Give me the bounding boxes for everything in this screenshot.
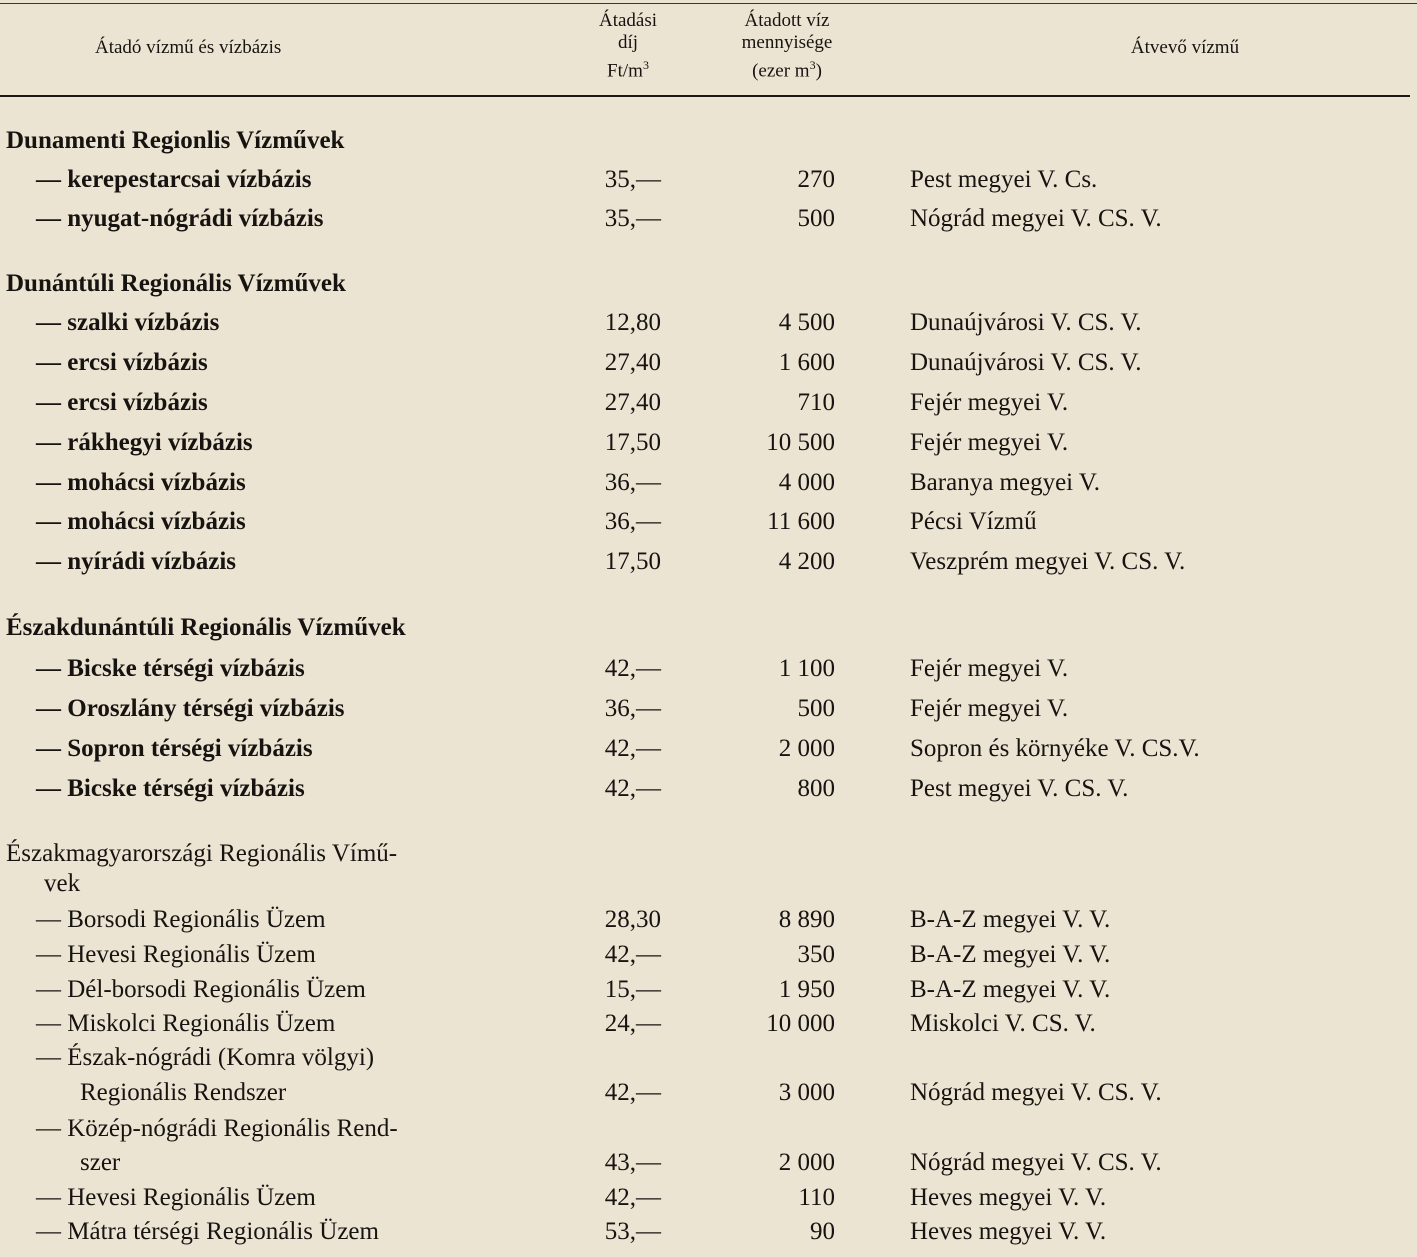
group-heading-continued: vek (44, 870, 81, 897)
table-row: — szalki vízbázis 12,80 4 500 Dunaújvárosi V. CS. V. (36, 309, 1142, 336)
table-row: — nyírádi vízbázis 17,50 4 200 Veszprém megyei V. CS. V. (36, 548, 1186, 575)
table-row: — Hevesi Regionális Üzem 42,— 350 B-A-Z megyei V. V. (36, 941, 1111, 968)
table-row: — Dél-borsodi Regionális Üzem 15,— 1 950 B-A-Z megyei V. V. (36, 976, 1111, 1003)
header-quantity: Átadott víz mennyisége (ezer $m^3$) (741, 10, 833, 82)
group-heading: Északdunántúli Regionális Vízművek (6, 614, 406, 641)
table-row: — Közép-nógrádi Regionális Rend- (36, 1115, 398, 1142)
table-row: — Oroszlány térségi vízbázis 36,— 500 Fejér megyei V. (36, 695, 1069, 722)
table-row: — rákhegyi vízbázis 17,50 10 500 Fejér megyei V. (36, 429, 1069, 456)
table-row: — Miskolci Regionális Üzem 24,— 10 000 Miskolci V. CS. V. (36, 1010, 1096, 1037)
header-rule (0, 95, 1410, 97)
header-receiver: Átvevő vízmű (1130, 37, 1240, 58)
table-row: — Hevesi Regionális Üzem 42,— 110 Heves megyei V. V. (36, 1184, 1107, 1211)
table-row: — ercsi vízbázis 27,40 710 Fejér megyei V. (36, 389, 1069, 416)
table-row: — Borsodi Regionális Üzem 28,30 8 890 B-A-Z megyei V. V. (36, 906, 1111, 933)
table-row: — Mátra térségi Regionális Üzem 53,— 90 Heves megyei V. V. (36, 1218, 1107, 1245)
header-fee: Átadási díj $Ft/m^3$ (598, 10, 658, 82)
table-row: — Észak-nógrádi (Komra völgyi) (36, 1044, 375, 1071)
table-row: — kerepestarcsai vízbázis 35,— 270 Pest megyei V. Cs. (36, 166, 1098, 193)
top-rule (0, 3, 1417, 4)
group-heading: Dunántúli Regionális Vízművek (6, 270, 346, 297)
table-row-continued: Regionális Rendszer 42,— 3 000 Nógrád megyei V. CS. V. (80, 1079, 1162, 1106)
table-row: — Bicske térségi vízbázis 42,— 800 Pest megyei V. CS. V. (36, 775, 1129, 802)
table-row-continued: szer 43,— 2 000 Nógrád megyei V. CS. V. (80, 1149, 1162, 1176)
table-row: — nyugat-nógrádi vízbázis 35,— 500 Nógrád megyei V. CS. V. (36, 205, 1162, 232)
table-row: — mohácsi vízbázis 36,— 4 000 Baranya megyei V. (36, 469, 1101, 496)
group-heading: Dunamenti Regionlis Vízművek (6, 127, 345, 154)
table-row: — mohácsi vízbázis 36,— 11 600 Pécsi Vízmű (36, 508, 1037, 535)
group-heading: Északmagyarországi Regionális Vímű- (6, 840, 398, 867)
table-row: — ercsi vízbázis 27,40 1 600 Dunaújvárosi V. CS. V. (36, 349, 1142, 376)
table-row: — Sopron térségi vízbázis 42,— 2 000 Sopron és környéke V. CS.V. (36, 735, 1200, 762)
header-supplier: Átadó vízmű és vízbázis (95, 37, 282, 58)
table-row: — Bicske térségi vízbázis 42,— 1 100 Fejér megyei V. (36, 655, 1069, 682)
